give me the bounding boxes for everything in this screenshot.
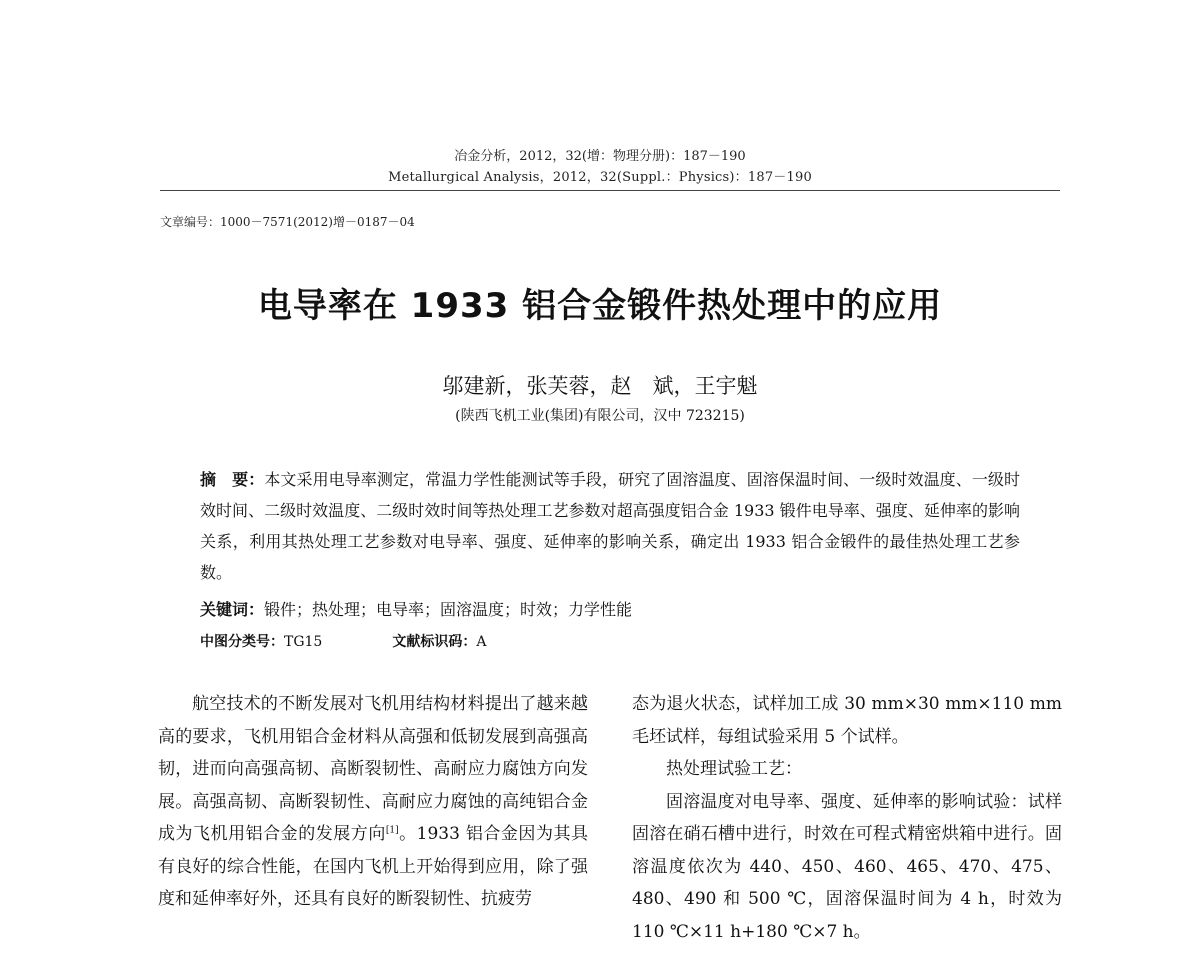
header-rule [160, 190, 1060, 191]
clc-label: 中图分类号： [200, 634, 284, 650]
paper-title: 电导率在 1933 铝合金锻件热处理中的应用 [257, 286, 943, 326]
citation-ref: [1] [385, 825, 399, 836]
abstract-label: 摘 要： [200, 470, 265, 489]
journal-header-en: Metallurgical Analysis，2012，32(Suppl.：Physics)：187－190 [388, 170, 812, 185]
body-column-left [158, 688, 588, 916]
body-paragraph-right-1: 态为退火状态，试样加工成 30 mm×30 mm×110 mm毛坯试样，每组试验采用 5 个试样。 [632, 694, 1062, 747]
affiliation: (陕西飞机工业(集团)有限公司，汉中 723215) [455, 408, 745, 424]
doc-code-value: A [476, 634, 487, 650]
body-paragraph-right-2: 固溶温度对电导率、强度、延伸率的影响试验：试样固溶在硝石槽中进行，时效在可程式精密烘箱中进行。固溶温度依次为 440、450、460、465、470、475、480、490 和 500 ℃，固溶保温时间为 4 h，时效为 110 ℃×11 h+180 ℃×7 h。 [632, 791, 1062, 942]
article-number: 文章编号：1000－7571(2012)增－0187－04 [160, 215, 415, 229]
body-text-cont: 。1933 铝合金因为其具有良好的综合性能，在国内飞机上开始得到应用，除了强度和延伸率好外，还具有良好的断裂韧性、抗疲劳 [158, 824, 588, 909]
keywords [200, 597, 1020, 620]
abstract [200, 464, 1020, 588]
body-column-right [632, 688, 1062, 948]
authors: 邬建新，张芙蓉，赵 斌，王宇魁 [442, 374, 758, 398]
keywords-text: 锻件；热处理；电导率；固溶温度；时效；力学性能 [264, 600, 633, 619]
abstract-text: 本文采用电导率测定，常温力学性能测试等手段，研究了固溶温度、固溶保温时间、一级时效温度、一级时效时间、二级时效温度、二级时效时间等热处理工艺参数对超高强度铝合金 1933 锻件电导率、强度、延伸率的影响关系，利用其热处理工艺参数对电导率、强度、延伸率的影响关系，确定出 1933 铝合金锻件的最佳热处理工艺参数。 [200, 470, 1020, 582]
section-heading: 热处理试验工艺： [666, 759, 802, 779]
doc-code-label: 文献标识码： [392, 634, 477, 650]
classification-line [200, 631, 1020, 651]
body-text: 航空技术的不断发展对飞机用结构材料提出了越来越高的要求，飞机用铝合金材料从高强和低韧发展到高强高韧，进而向高强高韧、高断裂韧性、高耐应力腐蚀方向发展。高强高韧、高断裂韧性、高耐应力腐蚀的高纯铝合金成为飞机用铝合金的发展方向 [158, 694, 588, 844]
keywords-label: 关键词： [200, 600, 265, 619]
clc-value: TG15 [284, 634, 323, 650]
journal-header-cn: 冶金分析，2012，32(增：物理分册)：187－190 [454, 149, 746, 164]
body-paragraph [158, 688, 588, 916]
